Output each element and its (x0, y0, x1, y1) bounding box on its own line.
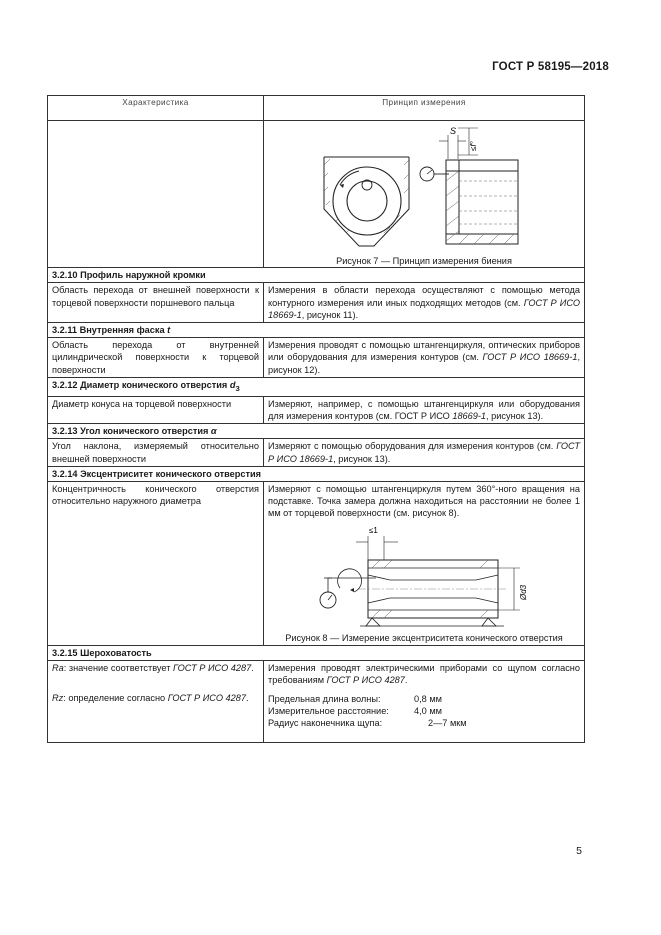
characteristics-table (47, 95, 585, 743)
page-number: 5 (576, 845, 582, 857)
section-3211-title: 3.2.11 Внутренняя фаска t (48, 323, 585, 338)
section-3213-title: 3.2.13 Угол конического отверстия α (48, 424, 585, 439)
section-3211-principle: Измерения проводят с помощью штангенциркуля, оптических приборов или оборудования для измерения контуров (см. ГОСТ Р ИСО 18669-1, рисунок 12). (264, 338, 585, 378)
section-3213-characteristic: Угол наклона, измеряемый относительно внешней поверхности (48, 439, 264, 466)
section-3211-characteristic: Область перехода от внутренней цилиндрической поверхности к торцевой поверхности (48, 338, 264, 378)
section-3213-title-row (48, 424, 585, 439)
label-s: S (450, 126, 457, 136)
section-3210-row (48, 283, 585, 323)
figure7-empty-cell (48, 121, 264, 268)
section-3214-characteristic: Концентричность конического отверстия относительно наружного диаметра (48, 482, 264, 646)
runout-measurement-figure (264, 121, 584, 255)
section-3212-principle: Измеряют, например, с помощью штангенциркуля или оборудования для измерения контуров (см. ГОСТ Р ИСО 18669-1, рисунок 13). (264, 396, 585, 423)
col-header-principle: Принцип измерения (264, 96, 585, 121)
figure7-row (48, 121, 585, 268)
ra-characteristic: Ra: значение соответствует ГОСТ Р ИСО 4287. (52, 663, 254, 674)
measurement-item: Измерительное расстояние: 4,0 мм (268, 705, 442, 716)
section-3215-row (48, 661, 585, 743)
label-t: ≤f° (469, 141, 478, 151)
section-3215-principle (264, 661, 585, 743)
label-le1: ≤1 (369, 525, 378, 535)
section-3215-title-row (48, 645, 585, 660)
measurement-item: Радиус наконечника щупа: 2—7 мкм (268, 717, 467, 728)
section-3210-title: 3.2.10 Профиль наружной кромки (48, 268, 585, 283)
rz-characteristic: Rz: определение согласно ГОСТ Р ИСО 4287. (52, 693, 249, 704)
section-3210-characteristic: Область перехода от внешней поверхности к торцевой поверхности поршневого пальца (48, 283, 264, 323)
section-3214-principle-text: Измеряют с помощью штангенциркуля путем 360°-ного вращения на подставке. Точка замера должна находиться на расстоянии не более 1 мм от торцевой поверхности (см. рисунок 8). (268, 484, 580, 519)
col-header-characteristic: Характеристика (48, 96, 264, 121)
section-3211-title-row (48, 323, 585, 338)
table-header-row (48, 96, 585, 121)
section-3211-row (48, 338, 585, 378)
section-3210-title-row (48, 268, 585, 283)
label-od3: Ød3 (519, 584, 528, 600)
section-3214-title: 3.2.14 Эксцентриситет конического отверстия (48, 466, 585, 481)
section-3212-title: 3.2.12 Диаметр конического отверстия $d_3$ (48, 377, 585, 396)
eccentricity-measurement-figure (268, 520, 581, 632)
section-3215-title: 3.2.15 Шероховатость (48, 645, 585, 660)
section-3210-principle: Измерения в области перехода осуществляют с помощью метода контурного измерения или иных подходящих методов (см. ГОСТ Р ИСО 18669-1, рисунок 11). (264, 283, 585, 323)
section-3214-principle (264, 482, 585, 646)
section-3212-characteristic: Диаметр конуса на торцевой поверхности (48, 396, 264, 423)
section-3212-row (48, 396, 585, 423)
ra-principle: Измерения проводят электрическими приборами со щупом согласно требованиям ГОСТ Р ИСО 4287. (268, 663, 580, 686)
figure7-caption: Рисунок 7 — Принцип измерения биения (336, 256, 512, 266)
figure8-caption: Рисунок 8 — Измерение эксцентриситета конического отверстия (285, 632, 563, 643)
section-3215-characteristic (48, 661, 264, 743)
section-3214-row (48, 482, 585, 646)
section-3212-title-row (48, 377, 585, 396)
section-3213-principle: Измеряют с помощью оборудования для измерения контуров (см. ГОСТ Р ИСО 18669-1, рисунок 13). (264, 439, 585, 466)
figure7-cell (264, 121, 585, 268)
section-3213-row (48, 439, 585, 466)
document-id: ГОСТ Р 58195—2018 (492, 61, 609, 73)
section-3214-title-row (48, 466, 585, 481)
measurement-item: Предельная длина волны: 0,8 мм (268, 693, 442, 704)
